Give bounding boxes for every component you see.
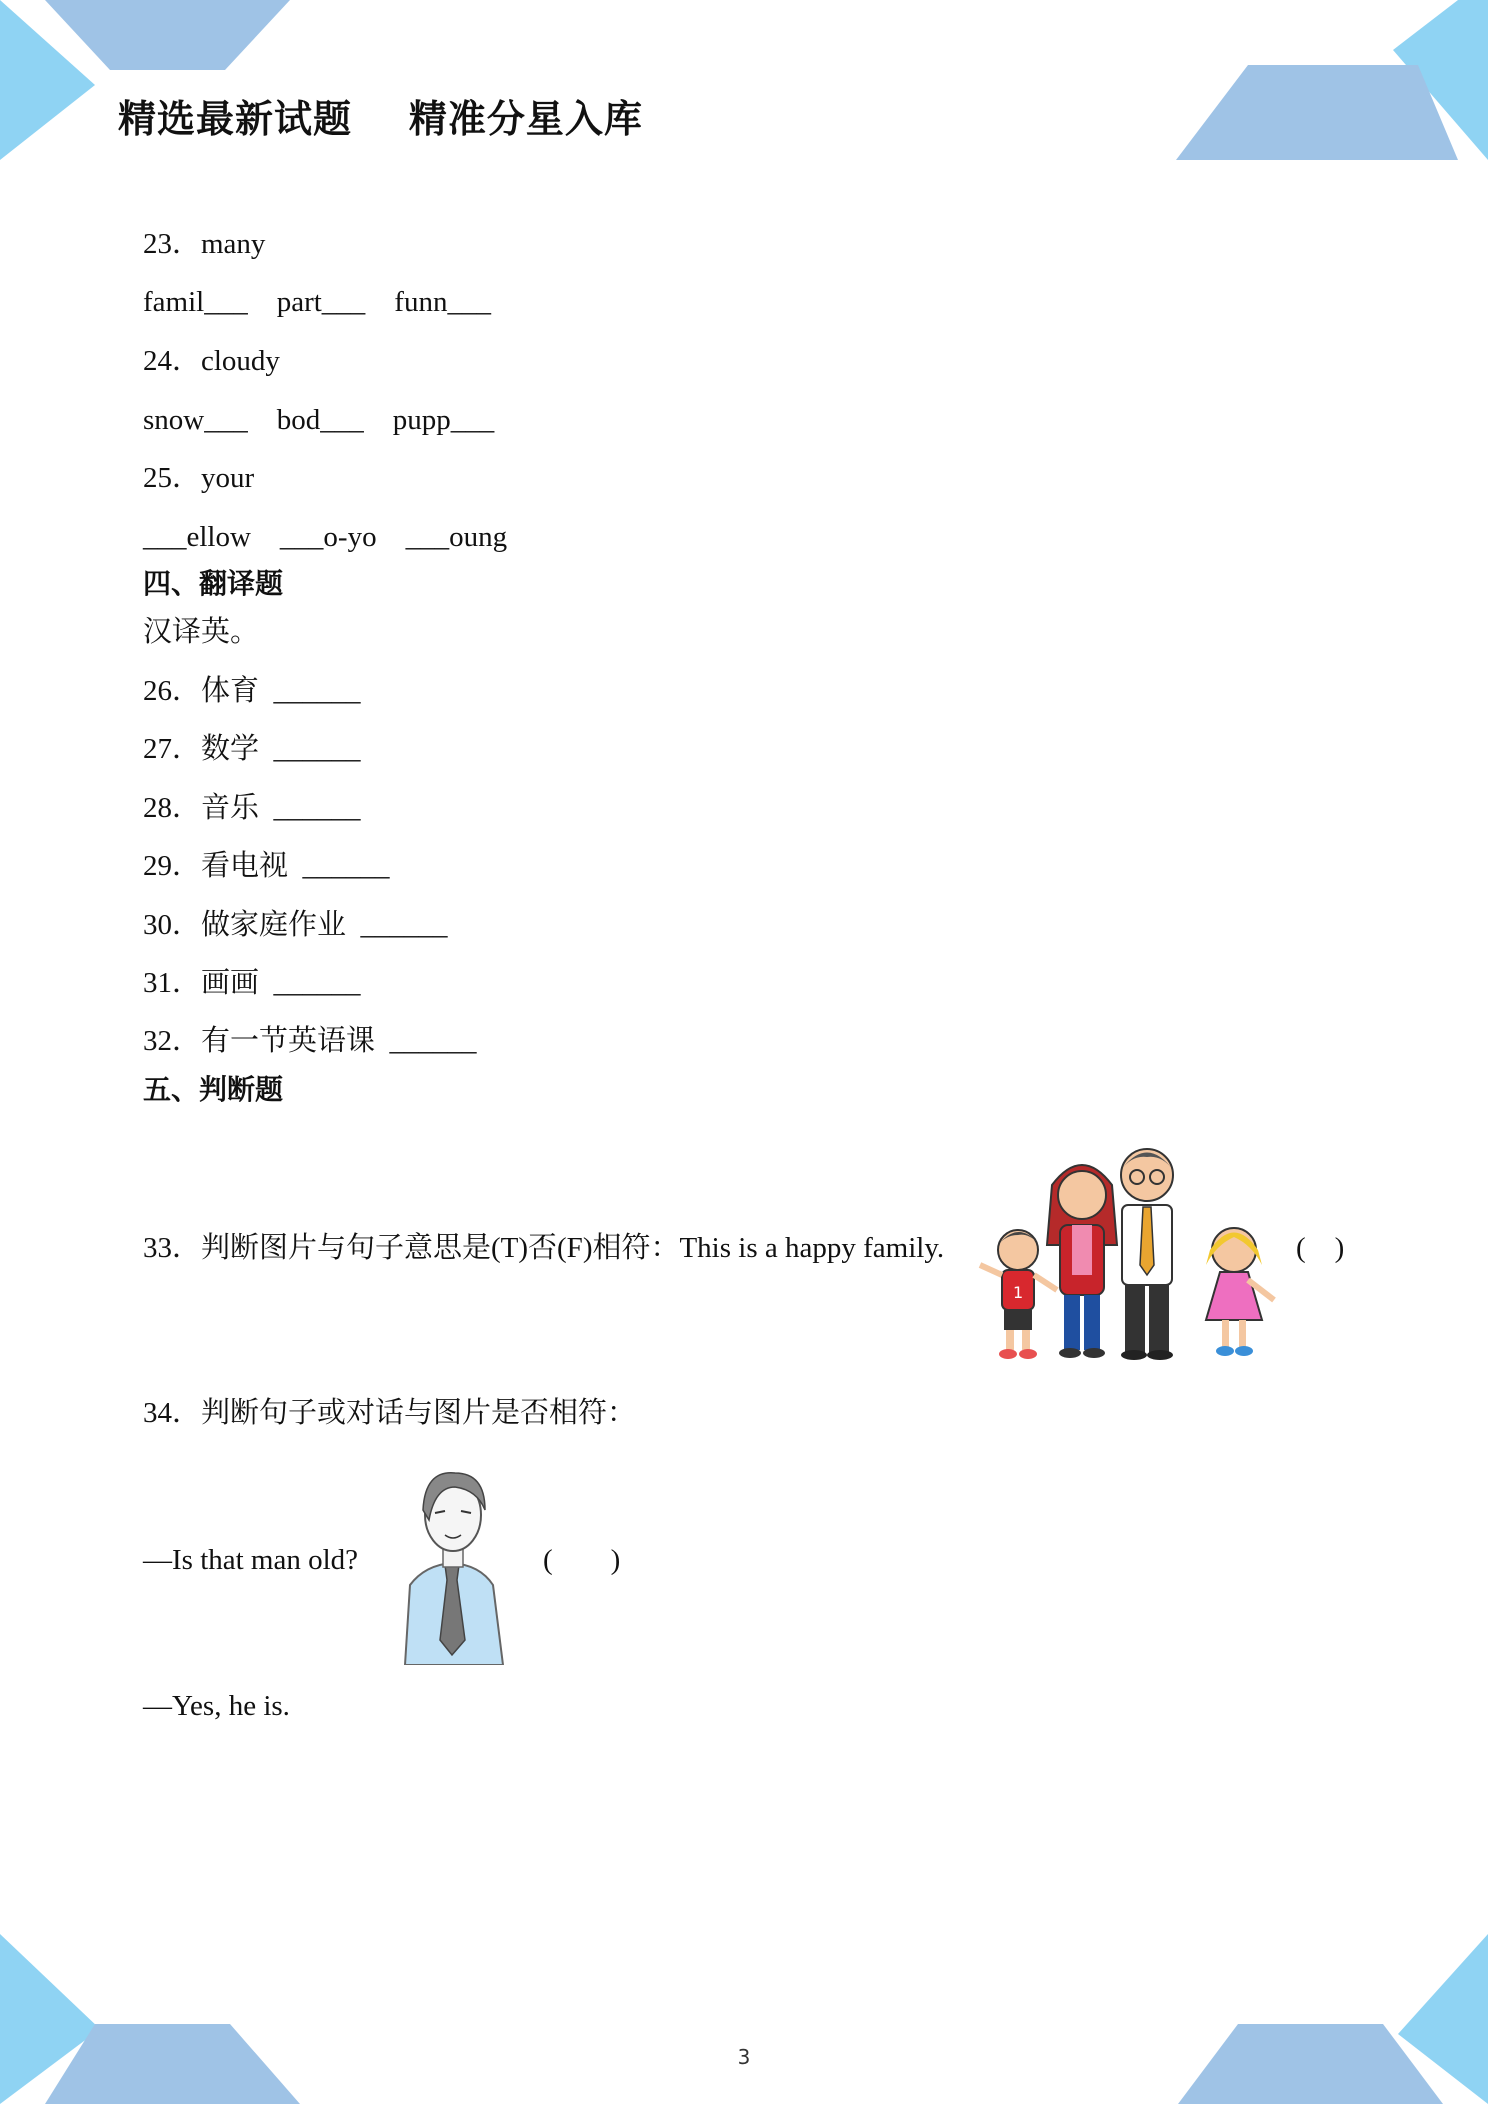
q34-answer-box: ( )	[543, 1544, 621, 1576]
top-right-decoration	[1158, 0, 1488, 165]
q23-prompt: 23．many	[143, 228, 266, 260]
bottom-left-decoration	[0, 1934, 310, 2104]
q24-options: snow___ bod___ pupp___	[143, 404, 495, 436]
q23-options: famil___ part___ funn___	[143, 286, 491, 318]
page-number: 3	[737, 2045, 751, 2069]
q32: 32．有一节英语课 ______	[143, 1025, 477, 1057]
family-illustration	[962, 1125, 1282, 1365]
section-4-instruction: 汉译英。	[143, 616, 260, 648]
header-title: 精选最新试题 精准分星入库	[118, 97, 643, 141]
svg-text:1: 1	[1013, 1283, 1024, 1302]
q25-prompt: 25．your	[143, 462, 255, 494]
q31: 31．画画 ______	[143, 967, 361, 999]
section-5-heading: 五、判断题	[143, 1073, 284, 1106]
bottom-right-decoration	[1158, 1934, 1488, 2104]
q34-question-line: —Is that man old?	[143, 1544, 359, 1576]
q33-answer-box: ( )	[1296, 1232, 1345, 1264]
father-figure	[1121, 1149, 1173, 1360]
q34-answer-line: —Yes, he is.	[143, 1690, 290, 1722]
q24-prompt: 24．cloudy	[143, 345, 280, 377]
section-4-heading: 四、翻译题	[143, 567, 284, 600]
girl-figure	[1206, 1228, 1274, 1356]
q30: 30．做家庭作业 ______	[143, 909, 448, 941]
q28: 28．音乐 ______	[143, 792, 361, 824]
q34-prompt: 34．判断句子或对话与图片是否相符：	[143, 1397, 637, 1429]
mother-figure	[1047, 1165, 1117, 1358]
q25-options: ___ellow ___o-yo ___oung	[143, 521, 508, 553]
q29: 29．看电视 ______	[143, 850, 390, 882]
man-illustration	[385, 1465, 520, 1665]
q26: 26．体育 ______	[143, 675, 361, 707]
q27: 27．数学 ______	[143, 733, 361, 765]
boy-figure	[980, 1230, 1057, 1359]
q33-text: 33．判断图片与句子意思是(T)否(F)相符：This is a happy family.	[143, 1232, 945, 1264]
